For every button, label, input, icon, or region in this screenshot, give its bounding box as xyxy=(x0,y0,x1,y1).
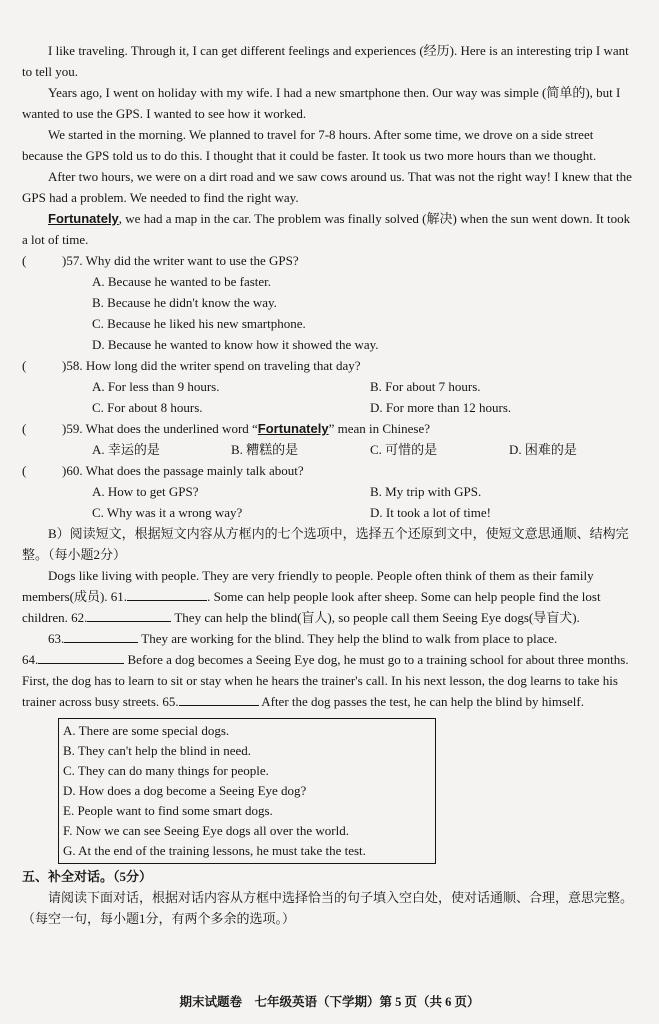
passage-paragraph-3: We started in the morning. We planned to travel for 7-8 hours. After some time, we drove on a side street because the GPS told us to do this. I thought that it could be faster. It took us two more hours than we thought. xyxy=(22,127,597,163)
choice-e: E. People want to find some smart dogs. xyxy=(63,803,273,818)
option-59-d: D. 困难的是 xyxy=(509,442,577,457)
passage-paragraph-4: After two hours, we were on a dirt road and we saw cows around us. That was not the right way! I knew that the GPS had a problem. We needed to find the right way. xyxy=(22,169,632,205)
passage-paragraph-5 xyxy=(22,208,637,250)
question-58 xyxy=(22,355,637,376)
section-b-text-4: They are working for the blind. They help the blind to walk from place to place. xyxy=(138,631,558,646)
section-b-paragraph-2 xyxy=(22,628,637,649)
section-b-text-2: . Some can help people look after sheep. Some can help people find the lost children. 62. xyxy=(22,589,601,625)
option-57-d: D. Because he wanted to know how it showed the way. xyxy=(92,337,379,352)
passage-paragraph-5-text: , we had a map in the car. The problem was finally solved (解决) when the sun went down. It took a lot of time. xyxy=(22,211,631,247)
blank-65[interactable] xyxy=(179,691,259,706)
underlined-word: Fortunately xyxy=(48,211,119,226)
option-59-a: A. 幸运的是 xyxy=(92,442,160,457)
section-5-title: 五、补全对话。（5分） xyxy=(22,869,153,884)
question-59-word: Fortunately xyxy=(257,421,329,436)
option-59-c: C. 可惜的是 xyxy=(370,442,438,457)
option-57-a: A. Because he wanted to be faster. xyxy=(92,274,272,289)
options-58-row-2 xyxy=(22,397,637,418)
choices-box xyxy=(58,718,436,864)
choice-a: A. There are some special dogs. xyxy=(63,723,230,738)
blank-64-number: 64. xyxy=(22,652,39,667)
question-60-stem: )60. What does the passage mainly talk about? xyxy=(62,463,304,478)
answer-paren-59[interactable]: ( xyxy=(22,421,27,436)
blank-61[interactable] xyxy=(127,586,207,601)
choice-g: G. At the end of the training lessons, he must take the test. xyxy=(63,843,366,858)
option-58-a: A. For less than 9 hours. xyxy=(92,379,220,394)
section-b-text-6: After the dog passes the test, he can help the blind by himself. xyxy=(258,694,584,709)
blank-64[interactable] xyxy=(38,649,124,664)
choice-d: D. How does a dog become a Seeing Eye dog? xyxy=(63,783,307,798)
question-59 xyxy=(22,418,637,439)
question-58-stem: )58. How long did the writer spend on traveling that day? xyxy=(62,358,361,373)
option-60-d: D. It took a lot of time! xyxy=(370,505,491,520)
section-b-paragraph-3 xyxy=(22,649,637,712)
section-b-title: B）阅读短文，根据短文内容从方框内的七个选项中，选择五个还原到文中，使短文意思通顺、结构完整。（每小题2分） xyxy=(22,526,629,562)
page-footer: 期末试题卷 七年级英语（下学期）第 5 页（共 6 页） xyxy=(179,995,480,1009)
option-58-d: D. For more than 12 hours. xyxy=(370,400,512,415)
option-57-b: B. Because he didn't know the way. xyxy=(92,295,277,310)
option-57-c: C. Because he liked his new smartphone. xyxy=(92,316,306,331)
blank-63-number: 63. xyxy=(48,631,65,646)
answer-paren-57[interactable]: ( xyxy=(22,253,27,268)
options-58-row-1 xyxy=(22,376,637,397)
question-59-stem-post: ” mean in Chinese? xyxy=(328,421,431,436)
option-58-c: C. For about 8 hours. xyxy=(92,400,203,415)
options-60-row-2 xyxy=(22,502,637,523)
answer-paren-58[interactable]: ( xyxy=(22,358,27,373)
section-b-paragraph-1 xyxy=(22,565,637,628)
question-60 xyxy=(22,460,637,481)
options-59-row xyxy=(22,439,637,460)
option-60-b: B. My trip with GPS. xyxy=(370,484,482,499)
question-59-stem xyxy=(62,418,637,439)
section-b-text-5: Before a dog becomes a Seeing Eye dog, he must go to a training school for about three months. First, the dog has to learn to sit or stay when he hears the trainer's call. In his next lesson, the dog learns to take his trainer across busy streets. 65. xyxy=(22,652,629,709)
section-b-text-1: Dogs like living with people. They are very friendly to people. People often think of them as their family members(成员). 61. xyxy=(22,568,594,604)
section-b-text-3: They can help the blind(盲人), so people call them Seeing Eye dogs(导盲犬). xyxy=(171,610,580,625)
options-60-row-1 xyxy=(22,481,637,502)
answer-paren-60[interactable]: ( xyxy=(22,463,27,478)
choice-b: B. They can't help the blind in need. xyxy=(63,743,252,758)
question-57 xyxy=(22,250,637,271)
choice-c: C. They can do many things for people. xyxy=(63,763,269,778)
passage-paragraph-2: Years ago, I went on holiday with my wife. I had a new smartphone then. Our way was simple (简单的), but I wanted to use the GPS. I wanted to see how it worked. xyxy=(22,85,621,121)
passage-paragraph-1: I like traveling. Through it, I can get different feelings and experiences (经历). Here is an interesting trip I want to tell you. xyxy=(22,43,629,79)
option-58-b: B. For about 7 hours. xyxy=(370,379,481,394)
option-59-b: B. 糟糕的是 xyxy=(231,442,299,457)
option-60-c: C. Why was it a wrong way? xyxy=(92,505,243,520)
question-57-stem: )57. Why did the writer want to use the GPS? xyxy=(62,253,299,268)
section-5-instruction: 请阅读下面对话，根据对话内容从方框中选择恰当的句子填入空白处，使对话通顺、合理，意思完整。（每空一句，每小题1分，有两个多余的选项。） xyxy=(22,890,634,926)
blank-62[interactable] xyxy=(87,607,171,622)
choice-f: F. Now we can see Seeing Eye dogs all over the world. xyxy=(63,823,349,838)
question-59-stem-pre: )59. What does the underlined word “ xyxy=(62,421,258,436)
blank-63[interactable] xyxy=(64,628,138,643)
option-60-a: A. How to get GPS? xyxy=(92,484,199,499)
